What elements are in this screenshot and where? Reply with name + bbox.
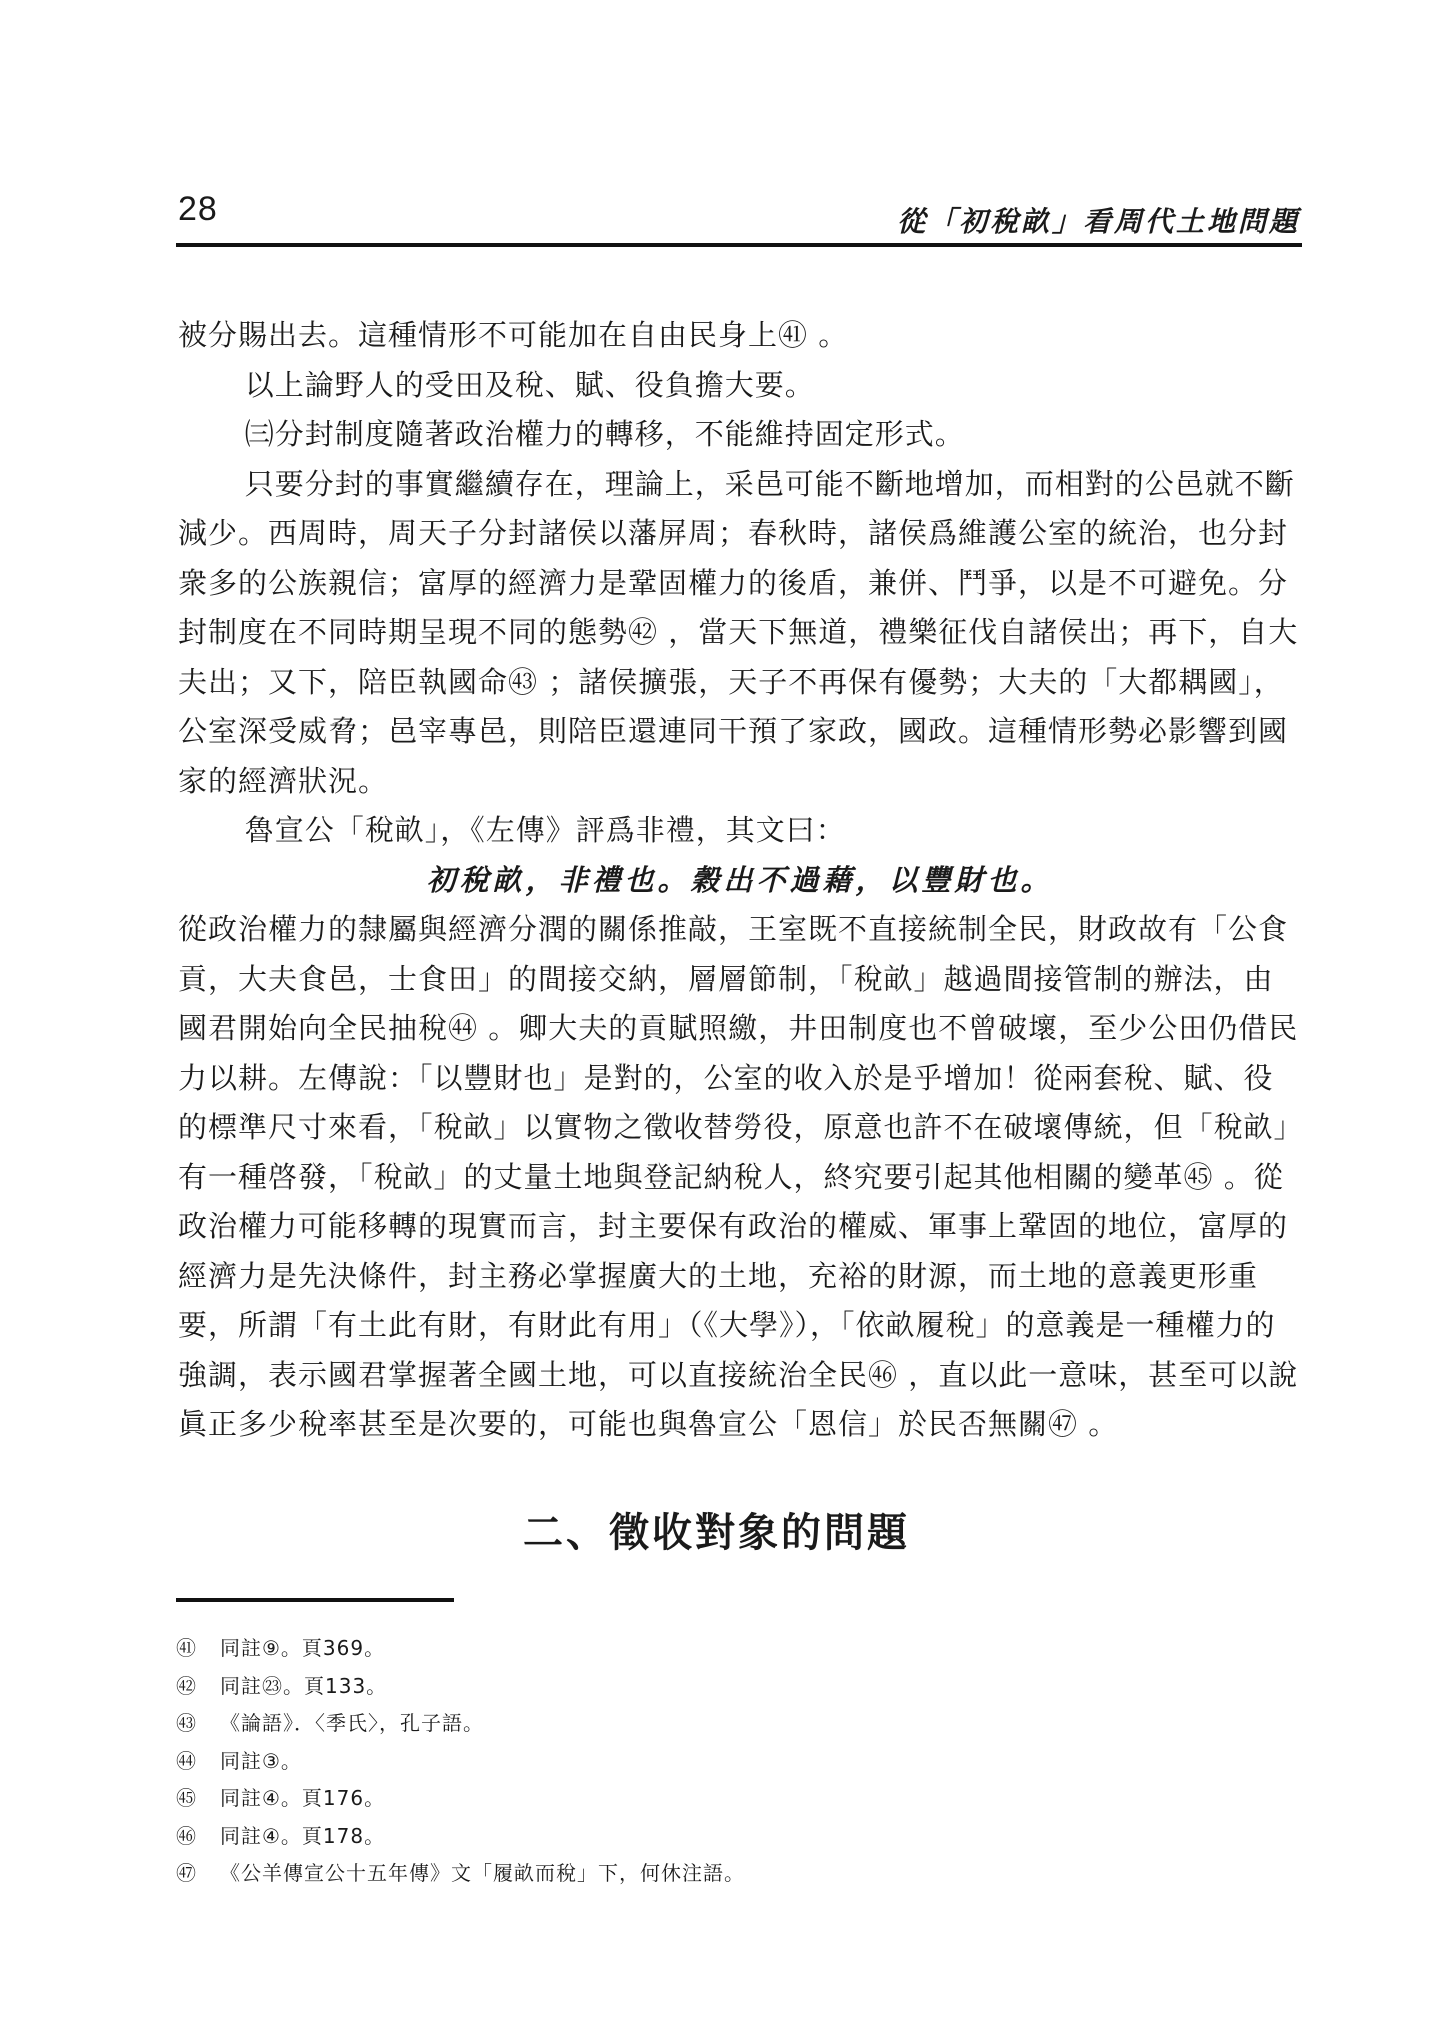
footnote-mark: ㊹ (176, 1748, 196, 1773)
paragraph-1: 被分賜出去。這種情形不可能加在自由民身上㊶ 。 (178, 318, 849, 352)
footnote-text: 《論語》．〈季氏〉，孔子語。 (220, 1711, 484, 1735)
footnote-text: 同註⑨。頁369。 (220, 1636, 386, 1660)
footnote-mark: ㊶ (176, 1636, 196, 1660)
footnote-item (176, 1855, 1176, 1893)
footnote-rule (176, 1598, 454, 1602)
footnote-item (176, 1743, 1176, 1781)
footnote-text: 同註③。 (220, 1748, 302, 1773)
footnote-text: 《公羊傳宣公十五年傳》文「履畝而稅」下，何休注語。 (220, 1861, 745, 1885)
section-heading (0, 1503, 1433, 1563)
footnote-text: 同註④。頁176。 (220, 1786, 386, 1810)
footnote-mark: ㊷ (176, 1673, 196, 1698)
footnote-text: 同註④。頁178。 (220, 1823, 386, 1848)
body-text (178, 311, 1302, 1450)
paragraph-6: 從政治權力的隸屬與經濟分潤的關係推敲，王室既不直接統制全民，財政故有「公食貢，大夫食邑，士食田」的間接交納，層層節制，「稅畝」越過間接管制的辦法，由國君開始向全民抽稅㊹ 。卿大夫的貢賦照繳，井田制度也不曾破壞，至少公田仍借民力以耕。左傳說：「以豐財也」是對的，公室的收入於是乎增加！從兩套稅、賦、役的標準尺寸來看，「稅畝」以實物之徵收替勞役，原意也許不在破壞傳統，但「稅畝」有一種啓發，「稅畝」的丈量土地與登記納稅人，終究要引起其他相關的變革㊺ 。從政治權力可能移轉的現實而言，封主要保有政治的權威、軍事上鞏固的地位，富厚的經濟力是先決條件，封主務必掌握廣大的土地，充裕的財源，而土地的意義更形重要，所謂「有土此有財，有財此有用」（《大學》），「依畝履稅」的意義是一種權力的強調，表示國君掌握著全國土地，可以直接統治全民㊻ ，直以此一意味，甚至可以說眞正多少稅率甚至是次要的，可能也與魯宣公「恩信」於民否無關㊼ 。 (178, 912, 1299, 1441)
page-number: 28 (178, 190, 218, 228)
footnote-mark: ㊸ (176, 1711, 196, 1735)
paragraph-3: ㈢分封制度隨著政治權力的轉移，不能維持固定形式。 (244, 417, 965, 451)
running-title: 從「初稅畝」看周代土地問題 (896, 205, 1300, 238)
paragraph-4: 只要分封的事實繼續存在，理論上，采邑可能不斷地增加，而相對的公邑就不斷減少。西周時，周天子分封諸侯以藩屏周；春秋時，諸侯爲維護公室的統治，也分封衆多的公族親信；富厚的經濟力是鞏固權力的後盾，兼併、鬥爭，以是不可避免。分封制度在不同時期呈現不同的態勢㊷ ，當天下無道，禮樂征伐自諸侯出；再下，自大夫出；又下，陪臣執國命㊸ ；諸侯擴張，天子不再保有優勢；大夫的「大都耦國」，公室深受威脅；邑宰專邑，則陪臣還連同干預了家政，國政。這種情形勢必影響到國家的經濟狀況。 (178, 466, 1299, 798)
footnote-item (176, 1705, 1176, 1743)
block-quote: 初稅畝，非禮也。穀出不過藉，以豐財也。 (426, 862, 1054, 897)
footnote-mark: ㊼ (176, 1861, 196, 1885)
footnote-item (176, 1668, 1176, 1706)
footnote-mark: ㊺ (176, 1786, 196, 1810)
footnote-mark: ㊻ (176, 1823, 196, 1848)
paragraph-2: 以上論野人的受田及稅、賦、役負擔大要。 (244, 367, 815, 402)
paragraph-5: 魯宣公「稅畝」，《左傳》評爲非禮，其文曰： (244, 813, 846, 847)
section-heading-text: 二、徵收對象的問題 (523, 1510, 910, 1556)
footnote-item (176, 1630, 1176, 1668)
header-rule (176, 243, 1302, 247)
footnotes-list (176, 1630, 1176, 1893)
footnote-text: 同註㉓。頁133。 (220, 1673, 388, 1698)
footnote-item (176, 1818, 1176, 1856)
footnote-item (176, 1780, 1176, 1818)
